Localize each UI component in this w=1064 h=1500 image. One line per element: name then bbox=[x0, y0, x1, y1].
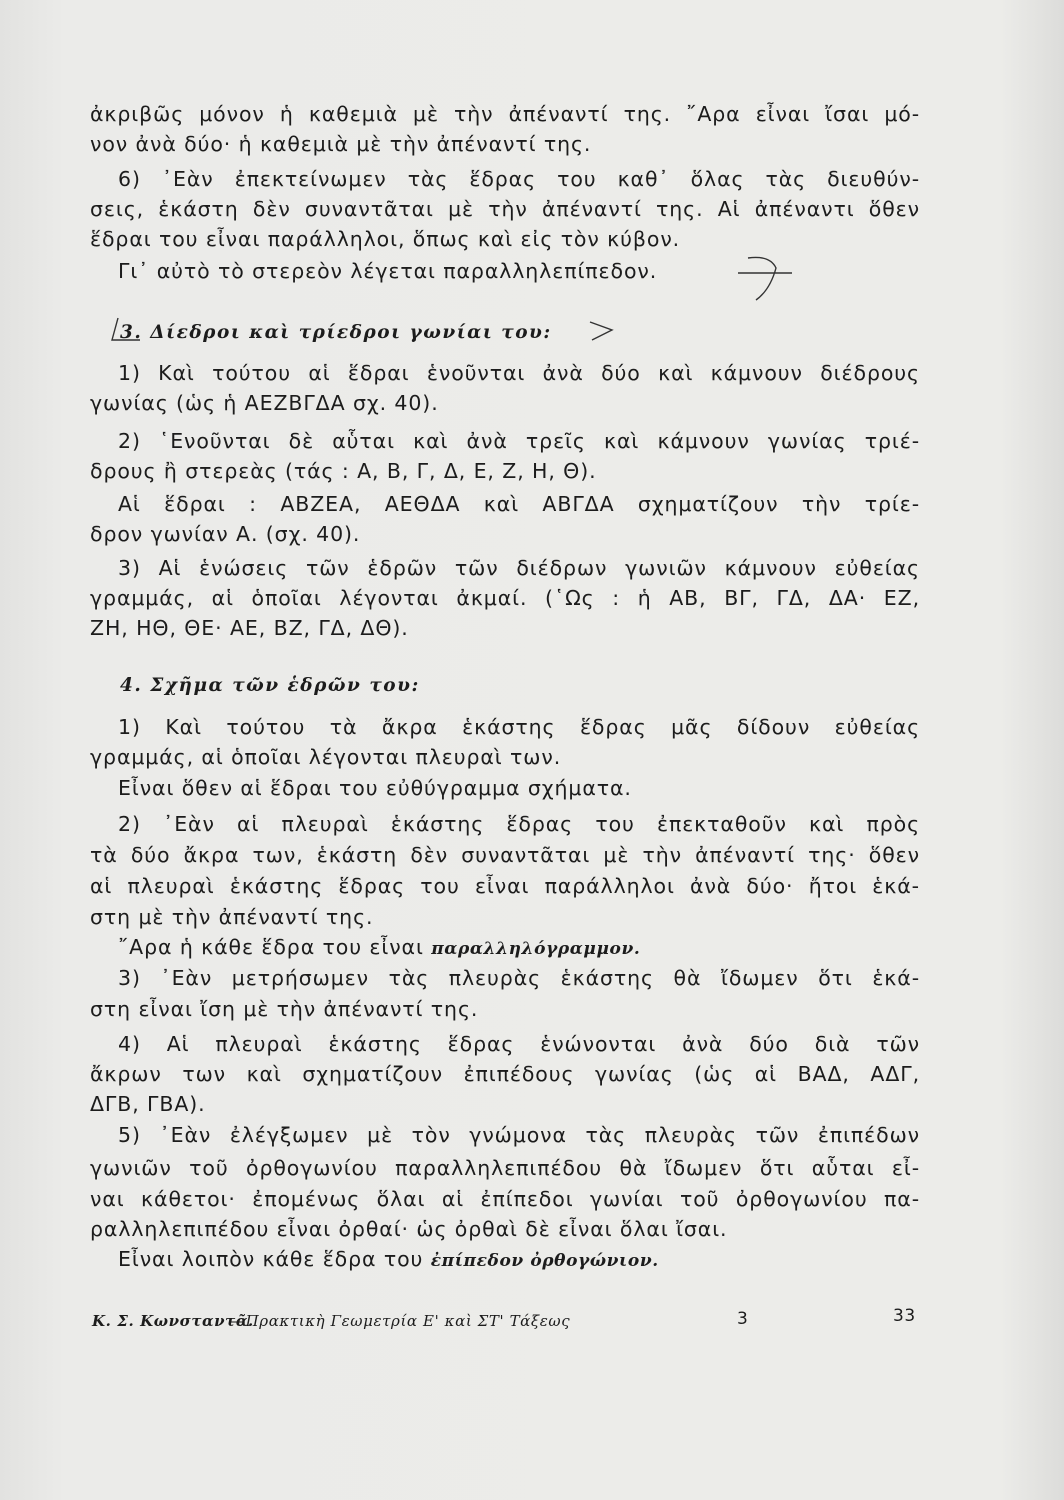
section-title: Δίεδροι καὶ τρίεδροι γωνίαι του: bbox=[150, 322, 552, 343]
text-line: 3) Αἱ ἑνώσεις τῶν ἑδρῶν τῶν διέδρων γωνιῶν κάμνουν εὐθείας bbox=[118, 556, 920, 580]
text-line: γωνιῶν τοῦ ὀρθογωνίου παραλληλεπιπέδου θὰ ἴδωμεν ὅτι αὗται εἶ- bbox=[90, 1156, 920, 1180]
text-fragment: ῎Αρα ἡ κάθε ἕδρα του εἶναι bbox=[118, 935, 424, 959]
text-line: ἕδραι του εἶναι παράλληλοι, ὅπως καὶ εἰς τὸν κύβον. bbox=[90, 227, 681, 251]
text-line: ραλληλεπιπέδου εἶναι ὀρθαί· ὡς ὀρθαὶ δὲ εἶναι ὅλαι ἴσαι. bbox=[90, 1217, 728, 1241]
text-line: 3) ᾿Εὰν μετρήσωμεν τὰς πλευρὰς ἑκάστης θὰ ἴδωμεν ὅτι ἑκά- bbox=[118, 966, 920, 990]
footer-author: Κ. Σ. Κωνσταντᾶ. bbox=[92, 1312, 254, 1330]
section-title: Σχῆμα τῶν ἑδρῶν του: bbox=[150, 675, 420, 696]
section-number: 3. bbox=[120, 322, 143, 343]
text-line: ΔΓΒ, ΓΒΑ). bbox=[90, 1092, 206, 1116]
text-line: ἄκρων των καὶ σχηματίζουν ἐπιπέδους γωνίας (ὡς αἱ ΒΑΔ, ΑΔΓ, bbox=[90, 1062, 920, 1086]
text-line bbox=[118, 934, 920, 962]
text-line: τὰ δύο ἄκρα των, ἑκάστη δὲν συναντᾶται μὲ τὴν ἀπέναντί της· ὅθεν bbox=[90, 843, 920, 867]
text-line: 1) Καὶ τούτου αἱ ἕδραι ἑνοῦνται ἀνὰ δύο καὶ κάμνουν διέδρους bbox=[118, 361, 920, 385]
text-line: 2) ῾Ενοῦνται δὲ αὗται καὶ ἀνὰ τρεῖς καὶ κάμνουν γωνίας τριέ- bbox=[118, 429, 920, 453]
text-line: ΖΗ, ΗΘ, ΘΕ· ΑΕ, ΒΖ, ΓΔ, ΔΘ). bbox=[90, 616, 409, 640]
text-line: στη μὲ τὴν ἀπέναντί της. bbox=[90, 905, 374, 929]
emphasized-term: ἐπίπεδον ὀρθογώνιον. bbox=[430, 1251, 659, 1271]
page-number: 33 bbox=[893, 1306, 916, 1326]
text-line bbox=[118, 1246, 920, 1274]
text-line: γραμμάς, αἱ ὁποῖαι λέγονται πλευραὶ των. bbox=[90, 745, 562, 769]
text-line: 2) ᾿Εὰν αἱ πλευραὶ ἑκάστης ἕδρας του ἐπεκταθοῦν καὶ πρὸς bbox=[118, 812, 920, 836]
text-line: γραμμάς, αἱ ὁποῖαι λέγονται ἀκμαί. (῾Ως : ἡ ΑΒ, ΒΓ, ΓΔ, ΔΑ· ΕΖ, bbox=[90, 586, 920, 610]
footer-signature-mark: 3 bbox=[737, 1309, 749, 1329]
emphasized-term: παραλληλόγραμμον. bbox=[431, 939, 641, 959]
text-fragment: Εἶναι λοιπὸν κάθε ἕδρα του bbox=[118, 1247, 424, 1271]
text-line: ἀκριβῶς μόνον ἡ καθεμιὰ μὲ τὴν ἀπέναντί της. ῎Αρα εἶναι ἴσαι μό- bbox=[90, 102, 920, 126]
text-line: δρους ἢ στερεὰς (τάς : Α, Β, Γ, Δ, Ε, Ζ, Η, Θ). bbox=[90, 459, 597, 483]
text-line: 1) Καὶ τούτου τὰ ἄκρα ἑκάστης ἕδρας μᾶς δίδουν εὐθείας bbox=[118, 715, 920, 739]
text-line: Εἶναι ὅθεν αἱ ἕδραι του εὐθύγραμμα σχήματα. bbox=[118, 776, 632, 800]
text-line: νον ἀνὰ δύο· ἡ καθεμιὰ μὲ τὴν ἀπέναντί της. bbox=[90, 132, 592, 156]
section-number: 4. bbox=[120, 675, 143, 696]
section-heading-4 bbox=[120, 673, 950, 699]
text-line: ναι κάθετοι· ἐπομένως ὅλαι αἱ ἐπίπεδοι γωνίαι τοῦ ὀρθογωνίου πα- bbox=[90, 1187, 920, 1211]
section-heading-3 bbox=[120, 320, 950, 346]
text-line: στη εἶναι ἴση μὲ τὴν ἀπέναντί της. bbox=[90, 997, 479, 1021]
text-line: γωνίας (ὡς ἡ ΑΕΖΒΓΔΑ σχ. 40). bbox=[90, 391, 439, 415]
text-line: σεις, ἑκάστη δὲν συναντᾶται μὲ τὴν ἀπέναντί της. Αἱ ἀπέναντι ὅθεν bbox=[90, 197, 920, 221]
footer-book-title: —Πρακτικὴ Γεωμετρία Ε' καὶ ΣΤ' Τάξεως bbox=[230, 1312, 571, 1330]
text-line: αἱ πλευραὶ ἑκάστης ἕδρας του εἶναι παράλληλοι ἀνὰ δύο· ἤτοι ἑκά- bbox=[90, 874, 920, 898]
text-line: δρον γωνίαν Α. (σχ. 40). bbox=[90, 522, 361, 546]
text-line: Αἱ ἕδραι : ΑΒΖΕΑ, ΑΕΘΔΑ καὶ ΑΒΓΔΑ σχηματίζουν τὴν τρίε- bbox=[118, 492, 920, 516]
text-line: 5) ᾿Εὰν ἐλέγξωμεν μὲ τὸν γνώμονα τὰς πλευρὰς τῶν ἐπιπέδων bbox=[118, 1123, 920, 1147]
text-line: 4) Αἱ πλευραὶ ἑκάστης ἕδρας ἑνώνονται ἀνὰ δύο διὰ τῶν bbox=[118, 1032, 920, 1056]
text-line: 6) ᾿Εὰν ἐπεκτείνωμεν τὰς ἕδρας του καθ᾿ ὅλας τὰς διευθύν- bbox=[118, 167, 920, 191]
text-line: Γι᾿ αὐτὸ τὸ στερεὸν λέγεται παραλληλεπίπεδον. bbox=[118, 259, 658, 283]
